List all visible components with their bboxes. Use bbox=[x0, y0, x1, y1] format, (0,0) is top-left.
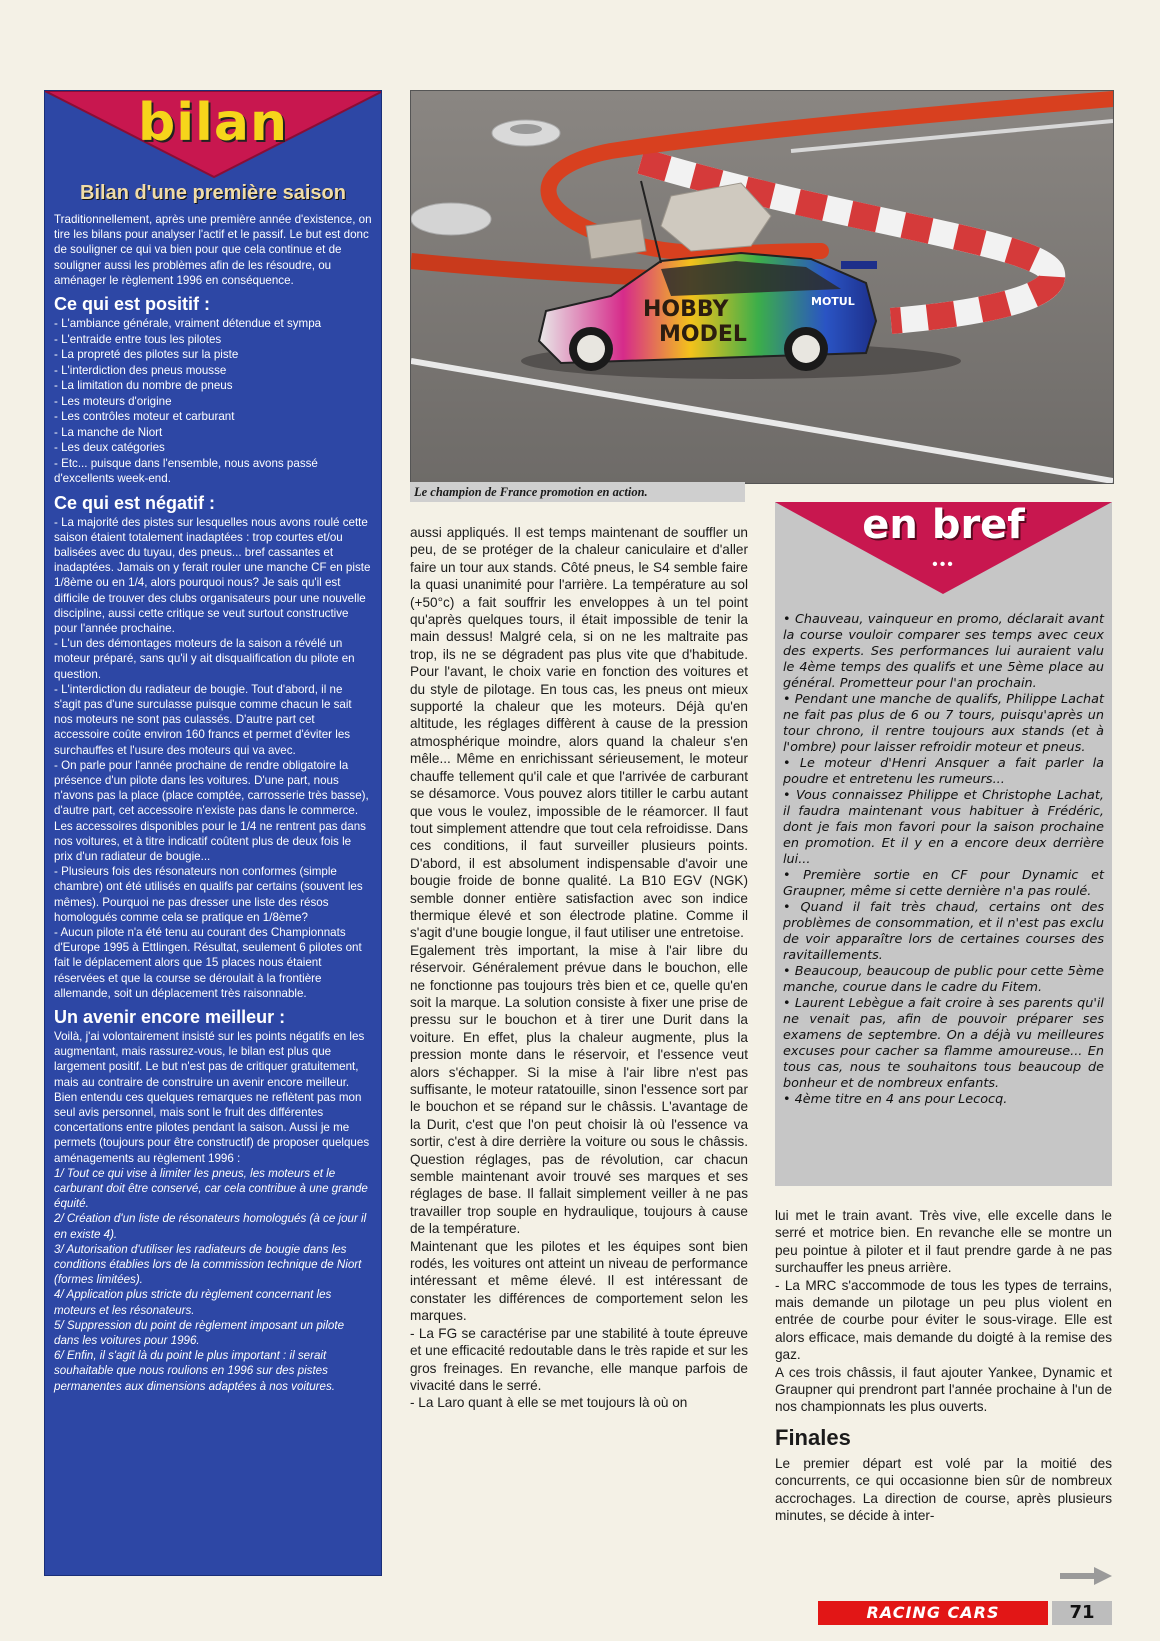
car-livery-text: HOBBY bbox=[643, 297, 729, 322]
en-bref-items bbox=[775, 596, 1112, 1108]
finales-heading: Finales bbox=[775, 1424, 851, 1450]
race-photo bbox=[410, 90, 1114, 484]
future-item: 6/ Enfin, il s'agit là du point le plus important : il serait souhaitable que nous roulions en 1996 sur des pistes permanentes aux dimensions adaptées à nos voitures. bbox=[54, 1349, 335, 1393]
negative-paragraph: - L'un des démontages moteurs de la saison a révélé un moteur préparé, sans qu'il y ait disqualification du pilote en question. bbox=[54, 637, 355, 681]
magazine-name: RACING CARS bbox=[818, 1601, 1048, 1625]
list-item: - L'ambiance générale, vraiment détendue et sympa bbox=[54, 317, 322, 331]
article-paragraph: Le premier départ est volé par la moitié des concurrents, ce qui occasionne bien sûr de nombreux accrochages. La direction de course, après plusieurs minutes, se décide à inter- bbox=[775, 1455, 1112, 1524]
list-item: - Les deux catégories bbox=[54, 441, 165, 455]
en-bref-banner bbox=[775, 502, 1112, 596]
list-item: - La manche de Niort bbox=[54, 425, 163, 439]
page-footer bbox=[818, 1601, 1112, 1625]
negative-paragraph: - Plusieurs fois des résonateurs non conformes (simple chambre) ont été utilisés en qualifs par certains (souvent les mêmes). Pourquoi ne pas dresser une liste des résos homologués comme cela se pratique en 1/8ème? bbox=[54, 865, 363, 924]
article-paragraph: lui met le train avant. Très vive, elle excelle dans le serré et motrice bien. En revanche elle se montre un peu pointue à piloter et il faut prendre garde à ne pas surchauffer les pneus arrière. bbox=[775, 1208, 1112, 1276]
negative-paragraph: - Aucun pilote n'a été tenu au courant des Championnats d'Europe 1995 à Ettlingen. Résultat, seulement 6 pilotes ont fait le déplacement alors que 15 places nous étaient réservées et que la course se déroulait à la frontière allemande, soit un déplacement très raisonnable. bbox=[54, 926, 362, 1000]
negative-heading: Ce qui est négatif : bbox=[54, 492, 216, 513]
future-heading: Un avenir encore meilleur : bbox=[54, 1007, 286, 1028]
dots-ornament: ••• bbox=[932, 556, 955, 573]
future-item: 1/ Tout ce qui vise à limiter les pneus, les moteurs et le carburant doit être conservé, car cela contribue à une grande équité. bbox=[54, 1166, 368, 1211]
bilan-intro: Traditionnellement, après une première année d'existence, on tire les bilans pour analyser l'actif et le passif. Le but est donc de souligner ce qui va bien pour que cela continue et de souligner aussi les problèmes afin de les résoudre, ou aménager le règlement 1996 en conséquence. bbox=[54, 213, 372, 287]
list-item: - Les contrôles moteur et carburant bbox=[54, 410, 235, 424]
positive-list bbox=[54, 316, 372, 487]
list-item: • Le moteur d'Henri Ansquer a fait parler la poudre et entretenu les rumeurs... bbox=[783, 756, 1104, 787]
en-bref-box bbox=[775, 502, 1112, 1186]
en-bref-banner-text: en bref bbox=[862, 502, 1025, 548]
list-item: • Beaucoup, beaucoup de public pour cette 5ème manche, courue dans le cadre du Fitem. bbox=[783, 964, 1104, 995]
future-item: 5/ Suppression du point de règlement imposant un pilote dans les voitures pour 1996. bbox=[54, 1318, 345, 1348]
future-item: 2/ Création d'un liste de résonateurs homologués (à ce jour il en existe 4). bbox=[54, 1212, 367, 1241]
list-item: • Pendant une manche de qualifs, Philippe Lachat ne fait pas plus de 6 ou 7 tours, puisqu'après un tour chrono, il rentre toujours aux stands (et à l'ombre) pour laisser refroidir moteur et pneus. bbox=[783, 692, 1104, 755]
article-paragraph: - La MRC s'accommode de tous les types de terrains, mais demande un pilotage un peu plus violent en entrée de courbe pour éviter le sous-virage. Elle est alors efficace, mais demande du doigté à la remise des gaz. bbox=[775, 1277, 1112, 1363]
list-item: • 4ème titre en 4 ans pour Lecocq. bbox=[783, 1092, 1008, 1107]
bilan-title: Bilan d'une première saison bbox=[80, 182, 346, 204]
rc-car-track-illustration bbox=[411, 91, 1113, 483]
future-item: 3/ Autorisation d'utiliser les radiateurs de bougie dans les conditions établies lors de la commission technique de Niort (formes limitées). bbox=[54, 1242, 362, 1287]
article-paragraph: Egalement très important, la mise à l'air libre du réservoir. Généralement prévue dans le bouchon, elle ne fonctionne pas toujours très bien et ce, quelle qu'en soit la marque. La solution consiste à fixer une prise de pressu sur le bouchon et à tirer une Durit dans la voiture. En effet, plus la chaleur augmente, plus la pression monte dans le réservoir, et l'essence veut alors s'échapper. Si la mise à l'air libre n'est pas suffisante, le moteur ratatouille, sinon l'essence sort par le bouchon et se répand sur le châssis. L'avantage de la Durit, c'est que l'on peut choisir là où l'essence va sortir, c'est à dire derrière la voiture ou sous le châssis. Question réglages, pas de révolution, car chacun semble maintenant avoir trouvé ses marques et ses réglages de base. Il fallait simplement veiller à ne pas travailler trop souple en hydraulique, toujours à cause de la température. bbox=[410, 942, 748, 1237]
list-item: - L'interdiction des pneus mousse bbox=[54, 363, 227, 377]
bilan-sidebar bbox=[44, 90, 382, 1576]
list-item: - Etc... puisque dans l'ensemble, nous avons passé d'excellents week-end. bbox=[54, 456, 318, 486]
list-item: • Quand il fait très chaud, certains ont des problèmes de consommation, et il n'est pas exclu de voir apparaître lors de certaines courses des ravitaillements. bbox=[783, 900, 1104, 963]
article-paragraph: aussi appliqués. Il est temps maintenant de souffler un peu, de se protéger de la chaleur caniculaire et d'aller faire un tour aux stands. Côté pneus, le S4 semble faire la quasi unanimité pour l'arrière. La température au sol (+50°c) a fait souffrir les enveloppes à un tel point qu'après quelques tours, il était impossible de tenir la main dessus! Malgré cela, si on ne les maltraite pas trop, ils ne se dégradent pas plus vite que d'habitude. Pour l'avant, le choix varie en fonction des voitures et du style de pilotage. En tous cas, les pneus ont mieux supporté la chaleur que les moteurs. Déjà qu'en altitude, les réglages diffèrent à cause de la pression atmosphérique moindre, alors quand la chaleur s'en mêle... Même en enrichissant sérieusement, le moteur chauffe tellement qu'il cale et que l'arrivée de carburant se désamorce. Vous pouvez alors titiller le carbu autant que vous le voulez, impossible de le réamorcer. Il faut tout simplement attendre que tout cela refroidisse. Dans ces conditions, il faut surveiller plusieurs points. D'abord, il est absolument indispensable d'avoir une bougie froide de bonne qualité. La B10 EGV (NGK) semble donner entière satisfaction avec son indice thermique élevé et son électrode platine. Comme il s'agit d'une bougie longue, il faut utiliser une entretoise. bbox=[410, 525, 748, 941]
list-item: - L'entraide entre tous les pilotes bbox=[54, 332, 222, 346]
article-right-column bbox=[775, 1207, 1112, 1525]
list-item: • Chauveau, vainqueur en promo, déclarait avant la course vouloir comparer ses temps avec ceux des experts. Ses performances lui auraient valu le 4ème temps des qualifs et une 5ème place au général. Prometteur pour l'an prochain. bbox=[783, 612, 1104, 691]
photo-caption: Le champion de France promotion en action. bbox=[410, 482, 745, 502]
future-intro: Voilà, j'ai volontairement insisté sur les points négatifs en les augmentant, mais rassurez-vous, le bilan est plus que largement positif. Le but n'est pas de critiquer gratuitement, mais au contraire de construire un avenir encore meilleur. Bien entendu ces quelques remarques ne reflètent pas mon seul avis personnel, mais sont le fruit des différentes concertations entre pilotes pendant la saison. Aussi je me permets (toujours pour être constructif) de proposer quelques aménagements au règlement 1996 : bbox=[54, 1030, 370, 1165]
article-paragraph: - La FG se caractérise par une stabilité à toute épreuve et une efficacité redoutable dans le très rapide et sur les gros freinages. En revanche, elle manque parfois de vivacité dans le serré. bbox=[410, 1325, 748, 1393]
list-item: • Vous connaissez Philippe et Christophe Lachat, il faudra maintenant vous habituer à Frédéric, dont je fais mon favori pour la saison prochaine en promotion. Et il y en a encore deux derrière lui... bbox=[783, 788, 1104, 867]
bilan-banner bbox=[45, 91, 381, 179]
bilan-banner-text: bilan bbox=[138, 93, 288, 153]
positive-heading: Ce qui est positif : bbox=[54, 294, 211, 315]
list-item: - La limitation du nombre de pneus bbox=[54, 379, 233, 393]
list-item: • Première sortie en CF pour Dynamic et Graupner, même si cette dernière n'a pas roulé. bbox=[783, 868, 1104, 899]
article-middle-column bbox=[410, 524, 748, 1412]
list-item: - La propreté des pilotes sur la piste bbox=[54, 348, 239, 362]
page-number: 71 bbox=[1052, 1601, 1112, 1625]
article-paragraph: - La Laro quant à elle se met toujours là où on bbox=[410, 1395, 688, 1411]
negative-paragraph: - On parle pour l'année prochaine de rendre obligatoire la présence d'un pilote dans les voitures. D'une part, nous n'avons pas la place (place comptée, carrosserie très basse), d'autre part, cet accessoire n'existe pas dans le commerce. Les accessoires disponibles pour le 1/4 ne rentrent pas dans nos voitures, et à titre indicatif coûtent plus de deux fois le prix d'un radiateur de bougie... bbox=[54, 758, 369, 863]
negative-paragraph: - La majorité des pistes sur lesquelles nous avons roulé cette saison étaient totalement inadaptées : trop courtes et/ou balisées avec du tuyau, des pneus... bref cassantes et inadaptées. Jamais on y ferait rouler une manche CF en piste 1/8ème ou en 1/4, alors pourquoi nous? Je sais qu'il est difficile de trouver des clubs organisateurs pour une nouvelle discipline, aussi cette critique se veut surtout constructive pour l'année prochaine. bbox=[54, 515, 371, 635]
car-sponsor-text: MOTUL bbox=[811, 295, 855, 308]
negative-paragraph: - L'interdiction du radiateur de bougie. Tout d'abord, il ne s'agit pas d'une surculasse puisque comme chacun le sait nos moteurs ne sont pas culassés. D'autre part cet accessoire coûte environ 160 francs et permet d'éviter les surchauffes et l'usure des moteurs qui va avec. bbox=[54, 682, 352, 757]
future-item: 4/ Application plus stricte du règlement concernant les moteurs et les résonateurs. bbox=[54, 1288, 332, 1317]
article-paragraph: A ces trois châssis, il faut ajouter Yankee, Dynamic et Graupner qui prendront part l'année prochaine à l'un de nos championnats les plus ouverts. bbox=[775, 1364, 1112, 1415]
article-paragraph: Maintenant que les pilotes et les équipes sont bien rodés, les voitures ont atteint un niveau de performance intéressant et même élevé. Il est intéressant de constater les différences de comportement selon les marques. bbox=[410, 1238, 748, 1324]
car-livery-text: MODEL bbox=[659, 322, 747, 347]
list-item: - Les moteurs d'origine bbox=[54, 394, 172, 408]
continue-arrow-icon bbox=[1060, 1565, 1112, 1587]
list-item: • Laurent Lebègue a fait croire à ses parents qu'il ne venait pas, afin de pouvoir préparer ses examens de septembre. On a déjà vu meilleures excuses pour cacher sa flamme amoureuse... En tous cas, nous te souhaitons tous beaucoup de bonheur et de nombreux enfants. bbox=[783, 996, 1104, 1091]
